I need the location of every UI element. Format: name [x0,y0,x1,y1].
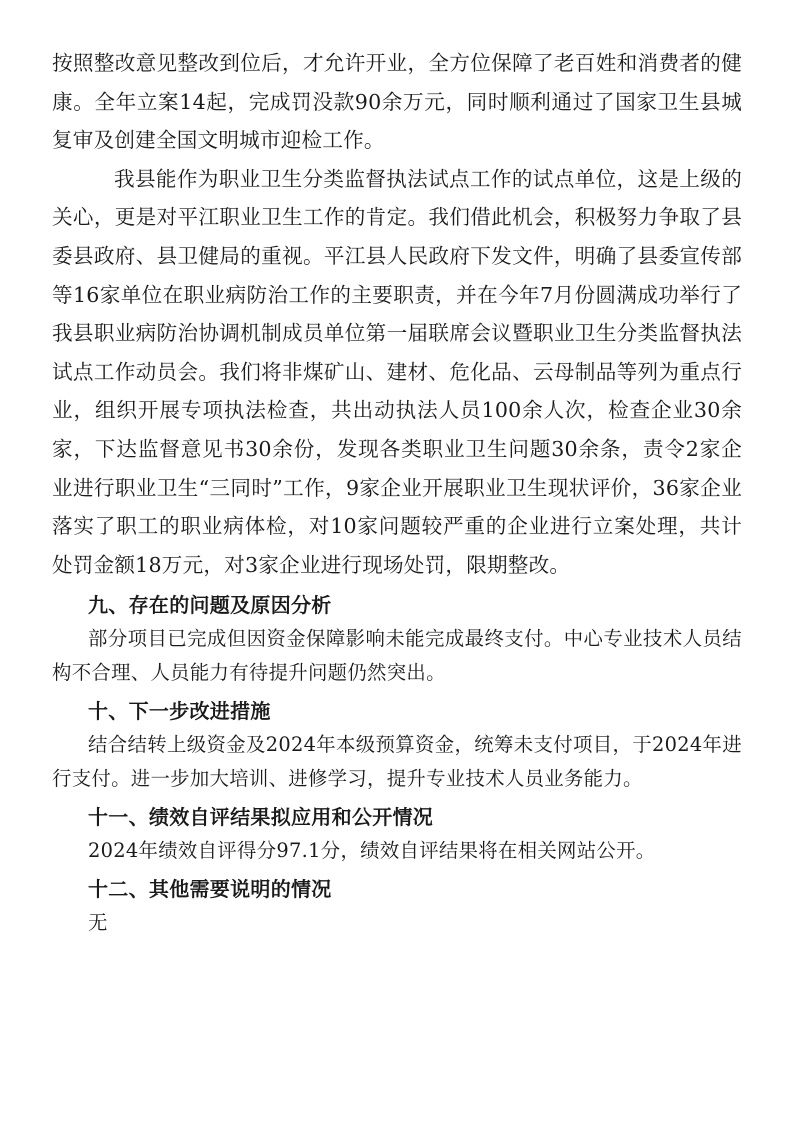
section-body-11: 2024年绩效自评得分97.1分，绩效自评结果将在相关网站公开。 [88,839,656,863]
document-page [52,44,742,940]
section-body-9: 部分项目已完成但因资金保障影响未能完成最终支付。中心专业技术人员结构不合理、人员能力有待提升问题仍然突出。 [52,627,742,685]
section-body-12: 无 [88,911,108,935]
section-heading-12: 十二、其他需要说明的情况 [88,877,332,902]
body-paragraph-1: 按照整改意见整改到位后，才允许开业，全方位保障了老百姓和消费者的健康。全年立案14起，完成罚没款90余万元，同时顺利通过了国家卫生县城复审及创建全国文明城市迎检工作。 [52,51,742,153]
section-body-10: 结合结转上级资金及2024年本级预算资金，统筹未支付项目，于2024年进行支付。进一步加大培训、进修学习，提升专业技术人员业务能力。 [52,733,742,791]
body-paragraph-2: 我县能作为职业卫生分类监督执法试点工作的试点单位，这是上级的关心，更是对平江职业卫生工作的肯定。我们借此机会，积极努力争取了县委县政府、县卫健局的重视。平江县人民政府下发文件，明确了县委宣传部等16家单位在职业病防治工作的主要职责，并在今年7月份圆满成功举行了我县职业病防治协调机制成员单位第一届联席会议暨职业卫生分类监督执法试点工作动员会。我们将非煤矿山、建材、危化品、云母制品等列为重点行业，组织开展专项执法检查，共出动执法人员100余人次，检查企业30余家，下达监督意见书30余份，发现各类职业卫生问题30余条，责令2家企业进行职业卫生“三同时”工作，9家企业开展职业卫生现状评价，36家企业落实了职工的职业病体检，对10家问题较严重的企业进行立案处理，共计处罚金额18万元，对3家企业进行现场处罚，限期整改。 [52,166,742,577]
section-heading-9: 九、存在的问题及原因分析 [88,593,332,618]
section-heading-10: 十、下一步改进措施 [88,699,271,724]
section-heading-11: 十一、绩效自评结果拟应用和公开情况 [88,805,434,830]
